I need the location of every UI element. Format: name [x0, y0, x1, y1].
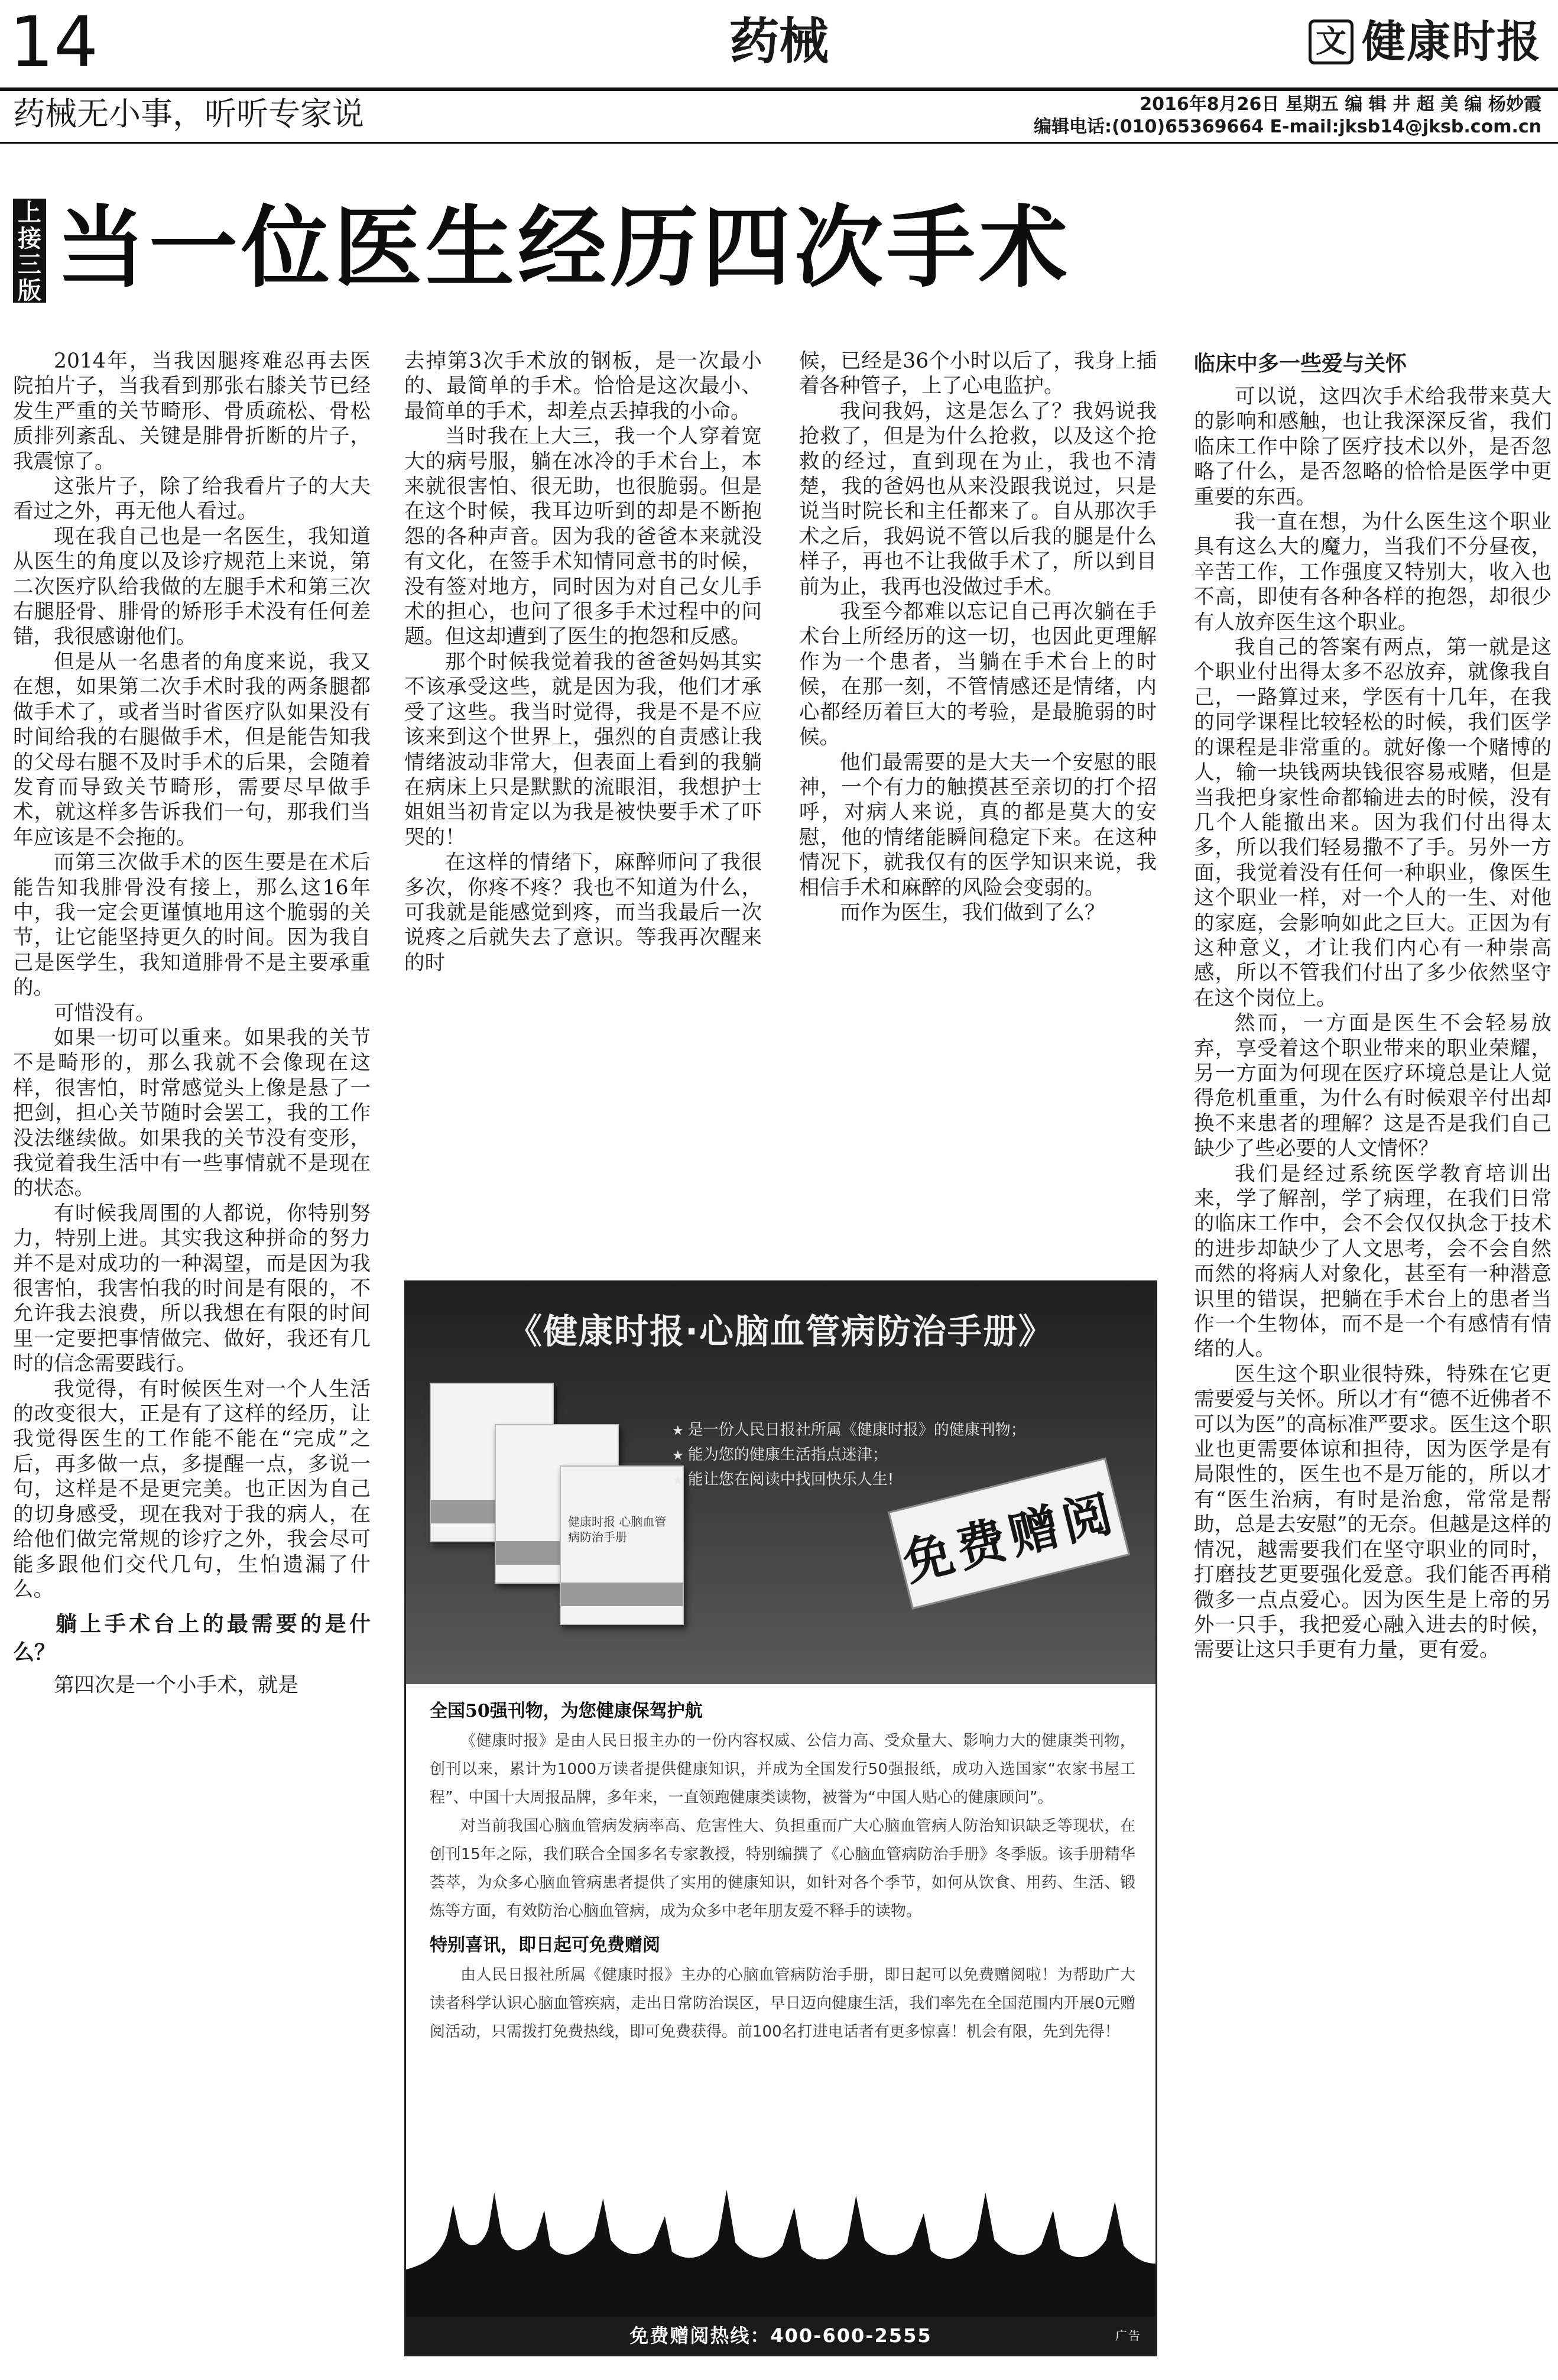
brand [1309, 15, 1541, 69]
book-cover-icon [560, 1465, 684, 1625]
subheading: 躺上手术台上的最需要的是什么？ [13, 1612, 371, 1665]
paragraph: 去掉第3次手术放的钢板，是一次最小的、最简单的手术。恰恰是这次最小、最简单的手术，却差点丢掉我的小命。 [404, 349, 762, 423]
ad-bullet: ★ 能为您的健康生活指点迷津； [672, 1443, 1026, 1468]
paragraph: 我觉得，有时候医生对一个人生活的改变很大，正是有了这样的经历，让我觉得医生的工作能不能在“完成”之后，再多做一点，多提醒一点，多说一句，这样是不是更完美。也正因为自己的切身感受，现在我对于我的病人，在给他们做完常规的诊疗之外，我会尽可能多跟他们交代几句，生怕遗漏了什么。 [13, 1377, 371, 1601]
brand-logo-icon: 文 [1309, 20, 1353, 64]
article-column-4 [1194, 349, 1551, 2365]
cheering-crowd-icon [406, 2181, 1155, 2317]
book-title: 健康时报 心脑血管病防治手册 [568, 1515, 667, 1544]
ad-heading: 特别喜讯，即日起可免费赠阅 [430, 1935, 660, 1956]
paragraph: 这张片子，除了给我看片子的大夫看过之外，再无他人看过。 [13, 475, 371, 524]
ad-title: 《健康时报·心脑血管病防治手册》 [507, 1311, 1054, 1351]
bottom-rule [0, 142, 1558, 144]
article-headline: 当一位医生经历四次手术 [57, 197, 1072, 300]
ad-body [430, 1696, 1135, 2046]
paragraph: 候，已经是36个小时以后了，我身上插着各种管子，上了心电监护。 [799, 349, 1157, 398]
paragraph: 我至今都难以忘记自己再次躺在手术台上所经历的这一切，也因此更理解作为一个患者，当躺在手术台上的时候，在那一刻，不管情感还是情绪，内心都经历着巨大的考验，是最脆弱的时候。 [799, 600, 1157, 750]
edition-meta [1034, 93, 1541, 138]
ad-banner [406, 1282, 1155, 1684]
ad-hotline: 免费赠阅热线：400-600-2555 [629, 2324, 932, 2347]
ad-bullet: ★ 是一份人民日报社所属《健康时报》的健康刊物； [672, 1418, 1026, 1443]
article-column-1 [13, 349, 371, 2365]
paragraph: 有时候我周围的人都说，你特别努力，特别上进。其实我这种拼命的努力并不是对成功的一种渴望，而是因为我很害怕，我害怕我的时间是有限的，不允许我去浪费，所以我想在有限的时间里一定要把事情做完、做好，我还有几时的信念需要践行。 [13, 1201, 371, 1376]
ad-paragraph: 由人民日报社所属《健康时报》主办的心脑血管病防治手册，即日起可以免费赠阅啦！为帮助广大读者科学认识心脑血管疾病，走出日常防治误区，早日迈向健康生活，我们率先在全国范围内开展0元赠阅活动，只需拨打免费热线，即可免费获得。前100名打进电话者有更多惊喜！机会有限，先到先得！ [430, 1966, 1135, 2041]
paragraph: 可以说，这四次手术给我带来莫大的影响和感触，也让我深深反省，我们临床工作中除了医疗技术以外，是否忽略了什么，是否忽略的恰恰是医学中更重要的东西。 [1194, 385, 1551, 509]
subheading: 临床中多一些爱与关怀 [1194, 352, 1407, 376]
paragraph: 然而，一方面是医生不会轻易放弃，享受着这个职业带来的职业荣耀，另一方面为何现在医疗环境总是让人觉得危机重重，为什么有时候艰辛付出却换不来患者的理解？这是否是我们自己缺少了些必要的人文情怀？ [1194, 1011, 1551, 1161]
ad-heading: 全国50强刊物，为您健康保驾护航 [430, 1701, 703, 1721]
section-tagline: 药械无小事，听听专家说 [13, 95, 364, 132]
paragraph: 当时我在上大三，我一个人穿着宽大的病号服，躺在冰冷的手术台上，本来就很害怕、很无助，也很脆弱。但是在这个时候，我耳边听到的却是不断抱怨的各种声音。因为我的爸爸本来就没有文化，在签手术知情同意书的时候，没有签对地方，同时因为对自己女儿手术的担心，也问了很多手术过程中的问题。但这却遭到了医生的抱怨和反感。 [404, 424, 762, 649]
page-number: 14 [9, 1, 99, 83]
paragraph: 2014年，当我因腿疼难忍再去医院拍片子，当我看到那张右膝关节已经发生严重的关节畸形、骨质疏松、骨松质排列紊乱、关键是腓骨折断的片子，我震惊了。 [13, 349, 371, 474]
ad-label: 广告 [1115, 2329, 1141, 2343]
paragraph: 我自己的答案有两点，第一就是这个职业付出得太多不忍放弃，就像我自己，一路算过来，学医有十几年，在我的同学课程比较轻松的时候，我们医学的课程是非常重的。就好像一个赌博的人，输一块钱两块钱很容易戒赌，但是当我把身家性命都输进去的时候，没有几个人能撤出来。因为我们付出得太多，所以我们轻易撒不了手。另外一方面，我觉着没有任何一种职业，像医生这个职业一样，对一个人的一生、对他的家庭，会影响如此之巨大。正因为有这种意义，才让我们内心有一种崇高感，所以不管我们付出了多少依然坚守在这个岗位上。 [1194, 635, 1551, 1010]
brand-name: 健康时报 [1362, 17, 1541, 67]
article-column-3 [799, 349, 1157, 1259]
edition-contact: 编辑电话:(010)65369664 E-mail:jksb14@jksb.com.cn [1034, 116, 1541, 137]
ad-hotline-bar [406, 2317, 1155, 2355]
paragraph: 他们最需要的是大夫一个安慰的眼神，一个有力的触摸甚至亲切的打个招呼，对病人来说，真的都是莫大的安慰，他的情绪能瞬间稳定下来。在这种情况下，就我仅有的医学知识来说，我相信手术和麻醉的风险会变弱的。 [799, 750, 1157, 900]
paragraph: 而第三次做手术的医生要是在术后能告知我腓骨没有接上，那么这16年中，我一定会更谨慎地用这个脆弱的关节，让它能坚持更久的时间。因为我自己是医学生，我知道腓骨不是主要承重的。 [13, 851, 371, 1000]
ad-paragraph: 《健康时报》是由人民日报主办的一份内容权威、公信力高、受众量大、影响力大的健康类刊物，创刊以来，累计为1000万读者提供健康知识，并成为全国发行50强报纸，成功入选国家“农家书屋工程”、中国十大周报品牌，多年来，一直领跑健康类读物，被誉为“中国人贴心的健康顾问”。 [430, 1732, 1135, 1807]
ad-bullet-list [672, 1418, 1026, 1493]
paragraph: 如果一切可以重来。如果我的关节不是畸形的，那么我就不会像现在这样，很害怕，时常感觉头上像是悬了一把剑，担心关节随时会罢工，我的工作没法继续做。如果我的关节没有变形，我觉着我生活中有一些事情就不是现在的状态。 [13, 1026, 371, 1201]
paragraph: 我问我妈，这是怎么了？我妈说我抢救了，但是为什么抢救，以及这个抢救的经过，直到现在为止，我也不清楚，我的爸妈也从来没跟我说过，只是说当时院长和主任都来了。自从那次手术之后，我妈说不管以后我的腿是什么样子，再也不让我做手术了，所以到目前为止，我再也没做过手术。 [799, 399, 1157, 599]
ad-paragraph: 对当前我国心脑血管病发病率高、危害性大、负担重而广大心脑血管病人防治知识缺乏等现状，在创刊15年之际，我们联合全国多名专家教授，特别编撰了《心脑血管病防治手册》冬季版。该手册精华荟萃，为众多心脑血管病患者提供了实用的健康知识，如针对各个季节，如何从饮食、用药、生活、锻炼等方面，有效防治心脑血管病，成为众多中老年朋友爱不释手的读物。 [430, 1817, 1135, 1920]
section-title: 药械 [729, 12, 829, 70]
free-gift-badge: 免费赠阅 [888, 1458, 1130, 1610]
continued-tag: 上接三版 [13, 199, 46, 303]
paragraph: 在这样的情绪下，麻醉师问了我很多次，你疼不疼？我也不知道为什么，可我就是能感觉到疼，而当我最后一次说疼之后就失去了意识。等我再次醒来的时 [404, 851, 762, 975]
paragraph: 我一直在想，为什么医生这个职业具有这么大的魔力，当我们不分昼夜，辛苦工作，工作强度又特别大，收入也不高，即使有各种各样的抱怨，却很少有人放弃医生这个职业。 [1194, 510, 1551, 634]
paragraph: 现在我自己也是一名医生，我知道从医生的角度以及诊疗规范上来说，第二次医疗队给我做的左腿手术和第三次右腿胫骨、腓骨的矫形手术没有任何差错，我很感谢他们。 [13, 524, 371, 649]
paragraph: 我们是经过系统医学教育培训出来，学了解剖，学了病理，在我们日常的临床工作中，会不会仅仅执念于技术的进步却缺少了人文思考，会不会自然而然的将病人对象化，甚至有一种潜意识里的错误，把躺在手术台上的患者当作一个生物体，而不是一个有感情有情绪的人。 [1194, 1162, 1551, 1361]
paragraph: 而作为医生，我们做到了么？ [840, 900, 1105, 925]
edition-date-editors: 2016年8月26日 星期五 编 辑 井 超 美 编 杨妙霞 [1140, 94, 1541, 115]
paragraph: 但是从一名患者的角度来说，我又在想，如果第二次手术时我的两条腿都做手术了，或者当时省医疗队如果没有时间给我的右腿做手术，但是能告知我的父母右腿不及时手术的后果，会随着发育而导致关节畸形，需要尽早做手术，就这样多告诉我们一句，那我们当年应该是不会拖的。 [13, 650, 371, 849]
paragraph: 第四次是一个小手术，就是 [54, 1674, 298, 1698]
paragraph: 那个时候我觉着我的爸爸妈妈其实不该承受这些，就是因为我，他们才承受了这些。我当时觉得，我是不是不应该来到这个世界上，强烈的自责感让我情绪波动非常大，但表面上看到的我躺在病床上只是默默的流眼泪，我想护士姐姐当初肯定以为我是被快要手术了吓哭的！ [404, 650, 762, 849]
ad-bullet: ★ 能让您在阅读中找回快乐人生! [672, 1468, 1026, 1493]
article-column-2 [404, 349, 762, 1259]
paragraph: 可惜没有。 [54, 1001, 156, 1025]
paragraph: 医生这个职业很特殊，特殊在它更需要爱与关怀。所以才有“德不近佛者不可以为医”的高标准严要求。医生这个职业也更需要体谅和担待，因为医学是有局限性的，医生也不是万能的，所以才有“医生治病，有时是治愈，常常是帮助，总是去安慰”的无奈。但越是这样的情况，越需要我们在坚守职业的同时，打磨技艺更要强化爱意。我们能否再稍微多一点点爱心。因为医生是上帝的另外一只手，我把爱心融入进去的时候，需要让这只手更有力量，更有爱。 [1194, 1362, 1551, 1662]
ad-book-stack [430, 1383, 690, 1655]
advertisement [404, 1280, 1157, 2356]
